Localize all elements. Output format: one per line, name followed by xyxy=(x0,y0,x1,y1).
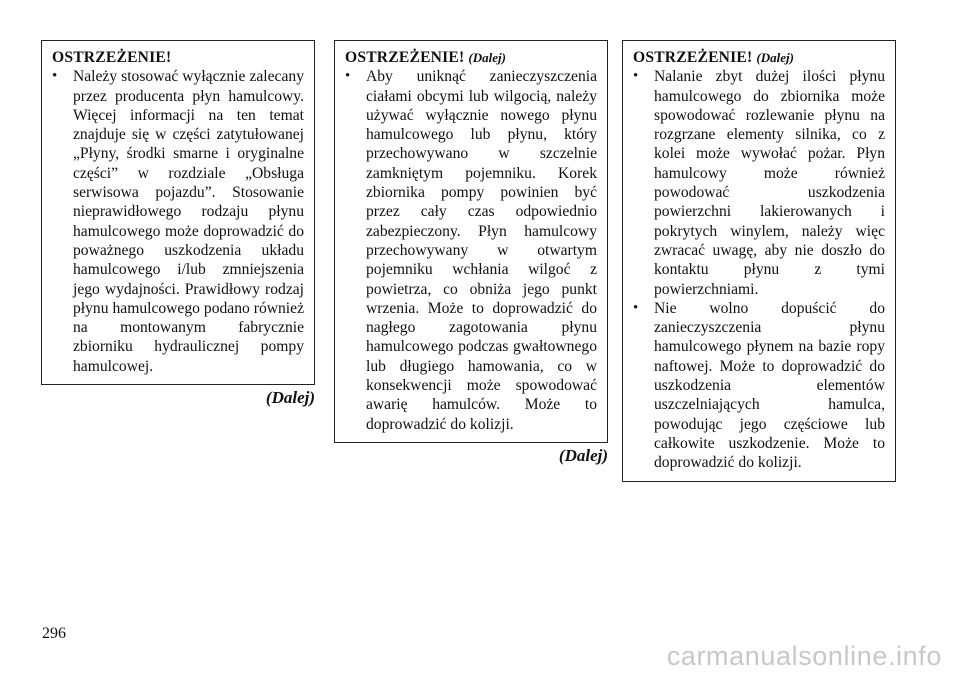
warning-box-2 xyxy=(334,40,608,443)
warning-column-2 xyxy=(334,40,608,466)
continued-label: (Dalej) xyxy=(558,445,608,465)
page-number: 296 xyxy=(42,625,66,642)
warning-column-3 xyxy=(622,40,896,482)
warning-bullet: • Nie wolno dopuścić do zanieczyszczenia płynu hamulcowego płynem na bazie ropy naftowej. Może to doprowadzić do uszkodzenia elementów uszczelniających hamulca, powodując jego częściowe lub całkowite uszkodzenie. Może to doprowadzić do kolizji. xyxy=(633,299,885,473)
warning-title: OSTRZEŻENIE! xyxy=(52,49,172,66)
warning-list-3 xyxy=(633,67,885,472)
warning-heading-2 xyxy=(345,48,597,67)
warning-bullet: • Należy stosować wyłącznie zalecany przez producenta płyn hamulcowy. Więcej informacji na ten temat znajduje się w części zatytułowanej „Płyny, środki smarne i oryginalne części” w rozdziale „Obsługa serwisowa pojazdu”. Stosowanie nieprawidłowego rodzaju płynu hamulcowego może doprowadzić do poważnego uszkodzenia układu hamulcowego i/lub zmniejszenia jego wydajności. Prawidłowy rodzaj płynu hamulcowego podano również na montowanym fabrycznie zbiorniku hydraulicznej pompy hamulcowej. xyxy=(52,67,304,376)
warning-heading-1 xyxy=(52,48,304,67)
warning-title-continued: (Dalej) xyxy=(468,50,506,65)
warning-list-1 xyxy=(52,67,304,376)
watermark: carmanualsonline.info xyxy=(666,641,942,671)
warning-bullet: • Aby uniknąć zanieczyszczenia ciałami obcymi lub wilgocią, należy używać wyłącznie nowego płynu hamulcowego lub płynu, który przechowywano w szczelnie zamkniętym pojemniku. Korek zbiornika pompy powinien być przez cały czas odpowiednio zabezpieczony. Płyn hamulcowy przechowywany w otwartym pojemniku wchłania wilgoć z powietrza, co obniża jego punkt wrzenia. Może to doprowadzić do nagłego zagotowania płynu hamulcowego podczas gwałtownego lub długiego hamowania, co w konsekwencji może spowodować awarię hamulców. Może to doprowadzić do kolizji. xyxy=(345,67,597,434)
warning-title: OSTRZEŻENIE! xyxy=(633,49,753,66)
warning-box-1 xyxy=(41,40,315,385)
warning-bullet: • Nalanie zbyt dużej ilości płynu hamulcowego do zbiornika może spowodować rozlewanie płynu na rozgrzane elementy silnika, co z kolei może wywołać pożar. Płyn hamulcowy może również powodować uszkodzenia powierzchni lakierowanych i pokrytych winylem, należy więc zwracać uwagę, aby nie doszło do kontaktu płynu z tymi powierzchniami. xyxy=(633,67,885,299)
warning-title: OSTRZEŻENIE! xyxy=(345,49,465,66)
warning-column-1 xyxy=(41,40,315,408)
continued-label: (Dalej) xyxy=(265,388,315,408)
warning-title-continued: (Dalej) xyxy=(756,50,794,65)
warning-heading-3 xyxy=(633,48,885,67)
warning-list-2 xyxy=(345,67,597,434)
warning-box-3 xyxy=(622,40,896,482)
